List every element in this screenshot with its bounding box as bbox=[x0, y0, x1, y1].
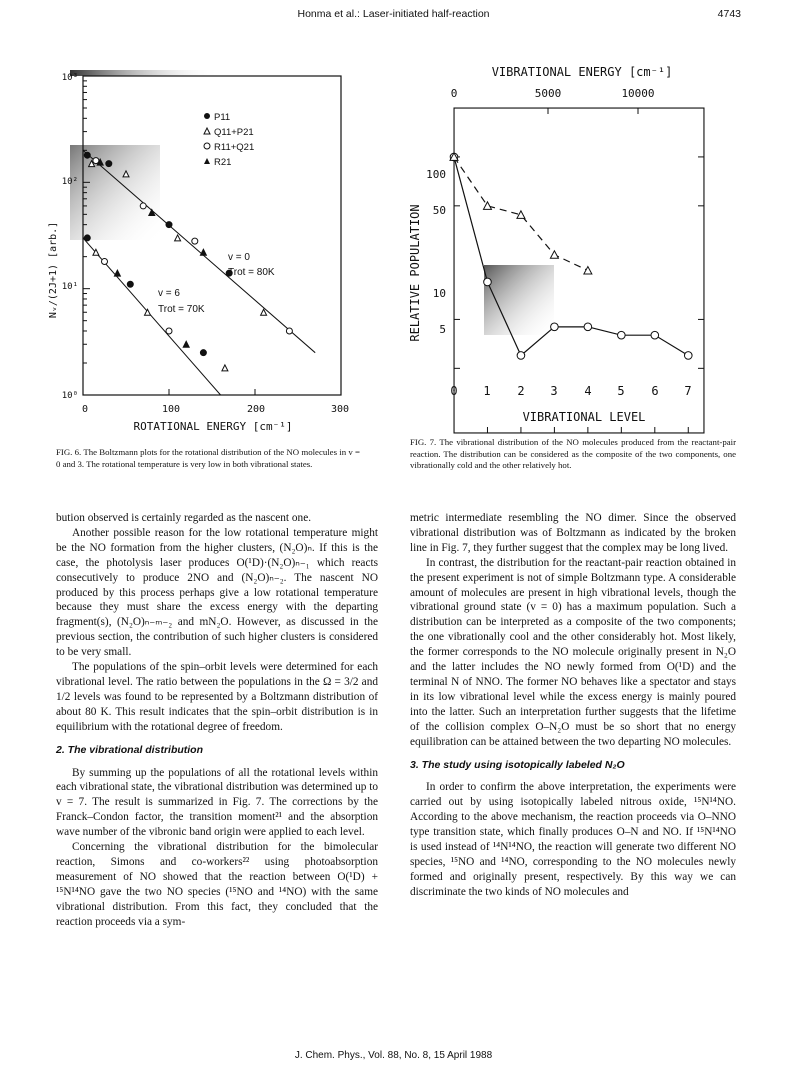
legend-entry: R21 bbox=[214, 157, 232, 168]
data-point-circle bbox=[651, 331, 659, 339]
annotation-trot6: Trot = 70K bbox=[158, 304, 205, 315]
x-axis-label: VIBRATIONAL LEVEL bbox=[522, 410, 646, 424]
x-tick-label: 3 bbox=[550, 384, 558, 398]
paragraph: metric intermediate resembling the NO dimer. Since the observed vibrational distribution was of Boltzmann as indicated by the broken line in Fig. 7, they further suggest that the complex may be long lived. bbox=[410, 512, 736, 554]
top-tick-label: 0 bbox=[450, 87, 458, 100]
top-axis-label: VIBRATIONAL ENERGY [cm⁻¹] bbox=[491, 65, 673, 79]
x-tick-label: 4 bbox=[584, 384, 592, 398]
scan-artifact bbox=[484, 265, 554, 335]
data-point-open-circle bbox=[140, 203, 146, 209]
paragraph: In order to confirm the above interpretation, the experiments were carried out by using isotopically labeled nitrous oxide, ¹⁵N¹⁴NO. According to the above mechanism, the reaction proceeds via O–NNO type transition state, which finally produces O–N and NO. If ¹⁵N¹⁴NO is used instead of ¹⁴N¹⁴NO, the reaction will generate two different NO species, ¹⁵NO and ¹⁴NO, corresponding to the NO molecules newly formed and originally present, respectively. By this way we can discriminate the two kinds of NO molecules and bbox=[410, 781, 736, 898]
x-tick-label: 7 bbox=[684, 384, 692, 398]
x-tick-label: 2 bbox=[517, 384, 525, 398]
data-point-triangle bbox=[550, 251, 558, 259]
x-tick-label: 0 bbox=[81, 404, 89, 415]
paragraph: In contrast, the distribution for the reactant-pair reaction obtained in the present experiment is not of simple Boltzmann type. A considerable amount of molecules are present in high vibrational levels, though the vibrational ground state (v = 0) has a maximum population. Such a distribution can be interpreted as a composite of the two components; the one vibrationally cool and the other considerably hot. Most likely, the former corresponds to the NO molecule originally present in N₂O and the latter includes the NO newly formed from O(¹D) and the terminal N of NNO. The former NO behaves like a spectator and stays in its low vibrational level while the excess energy is mainly poured into the latter. Such an interpretation further suggests that the lifetime of the collision complex O–N₂O must be so short that no energy equilibration can be attained between the two departing NO molecules. bbox=[410, 556, 736, 748]
top-tick-label: 5000 bbox=[534, 87, 562, 100]
journal-footer: J. Chem. Phys., Vol. 88, No. 8, 15 April 1988 bbox=[294, 1050, 493, 1061]
legend-entry: Q11+P21 bbox=[214, 127, 254, 138]
paragraph: Another possible reason for the low rotational temperature might be the NO formation from the higher clusters, (N₂O)ₙ. If this is the case, the photolysis laser produces O(¹D)·(N₂O)ₙ₋₁ which reacts consecutively to produce 2NO and (N₂O)ₙ₋₂. The nascent NO produced by this process perhaps give a low rotational temperature because they must share the excess energy with the departing fragment(s), (N₂O)ₙ₋ₘ₋₂ and mN₂O. However, as discussed in the previous section, the contribution of such higher clusters is considered to be very small. bbox=[56, 526, 378, 659]
data-point-filled-circle bbox=[200, 350, 206, 356]
annotation-trot0: Trot = 80K bbox=[228, 267, 275, 278]
x-tick-label: 0 bbox=[450, 384, 458, 398]
y-tick-label: 10³ bbox=[61, 73, 78, 83]
x-tick-label: 5 bbox=[617, 384, 625, 398]
legend-entry: R11+Q21 bbox=[214, 142, 255, 153]
legend-marker-filled-triangle bbox=[204, 158, 210, 164]
data-point-circle bbox=[484, 278, 492, 286]
y-tick-label: 10 bbox=[432, 287, 446, 300]
x-axis-label: ROTATIONAL ENERGY [cm⁻¹] bbox=[133, 420, 293, 433]
legend-marker-filled-circle bbox=[204, 113, 210, 119]
data-point-triangle bbox=[517, 211, 525, 219]
data-point-open-triangle bbox=[222, 365, 228, 371]
data-point-filled-triangle bbox=[114, 270, 120, 276]
data-point-open-circle bbox=[102, 259, 108, 265]
top-tick-label: 10000 bbox=[621, 87, 655, 100]
annotation-v6: v = 6 bbox=[158, 288, 180, 299]
figure-7-chart bbox=[400, 60, 750, 430]
y-tick-label: 10² bbox=[61, 177, 78, 187]
data-point-filled-triangle bbox=[183, 341, 189, 347]
figure-7-caption: FIG. 7. The vibrational distribution of the NO molecules produced from the reactant-pair reaction. The distribution can be considered as the composite of the two components, one vibrationally cold and the other relatively hot. bbox=[410, 437, 736, 470]
y-tick-label: 100 bbox=[426, 168, 446, 181]
data-point-circle bbox=[584, 323, 592, 331]
annotation-v0: v = 0 bbox=[228, 252, 250, 263]
legend-entry: P11 bbox=[214, 112, 231, 123]
x-tick-label: 300 bbox=[330, 404, 350, 415]
running-title: Honma et al.: Laser-initiated half-reaction bbox=[297, 8, 490, 20]
data-point-open-circle bbox=[286, 328, 292, 334]
data-point-filled-circle bbox=[166, 222, 172, 228]
paragraph: bution observed is certainly regarded as the nascent one. bbox=[56, 512, 312, 524]
data-point-triangle bbox=[584, 267, 592, 275]
y-tick-label: 50 bbox=[432, 204, 446, 217]
scan-artifact bbox=[70, 70, 220, 76]
x-tick-label: 100 bbox=[161, 404, 181, 415]
x-tick-label: 200 bbox=[246, 404, 266, 415]
page-number: 4743 bbox=[717, 8, 741, 20]
y-tick-label: 10¹ bbox=[61, 282, 78, 292]
paragraph: The populations of the spin–orbit levels were determined for each vibrational level. The ratio between the populations in the Ω = 3/2 and 1/2 levels was found to be represented by a Boltzmann distribution of about 80 K. This result indicates that the spin–orbit distribution is in equilibrium with the rotational degree of freedom. bbox=[56, 661, 378, 733]
fit-line-v0 bbox=[83, 150, 315, 352]
y-tick-label: 10⁰ bbox=[61, 391, 78, 401]
data-point-filled-circle bbox=[84, 152, 90, 158]
paragraph: By summing up the populations of all the rotational levels within each vibrational state, the vibrational distribution was determined up to v = 7. The result is summarized in Fig. 7. The corrections by the Franck–Condon factor, the transition moment²¹ and the absorption wave number of the vibronic band origin were applied to each level. bbox=[56, 766, 378, 839]
data-point-circle bbox=[517, 352, 525, 360]
data-point-filled-circle bbox=[84, 235, 90, 241]
data-point-circle bbox=[684, 352, 692, 360]
figure-6-caption: FIG. 6. The Boltzmann plots for the rotational distribution of the NO molecules in v = 0 and 3. The rotational temperature is very low in both vibrational states. bbox=[56, 447, 360, 469]
y-tick-label: 5 bbox=[439, 323, 446, 336]
data-point-open-circle bbox=[192, 238, 198, 244]
data-point-filled-triangle bbox=[200, 249, 206, 255]
section-heading: 3. The study using isotopically labeled N₂O bbox=[410, 758, 625, 771]
data-point-filled-circle bbox=[106, 161, 112, 167]
paragraph: Concerning the vibrational distribution for the bimolecular reaction, Simons and co-workers²² using photoabsorption measurement of NO showed that the reaction between O(¹D) + ¹⁵N¹⁴NO gave the two NO species (¹⁵NO and ¹⁴NO) with the same vibrational distribution. From this fact, they concluded that the reaction proceeds via a sym- bbox=[56, 841, 378, 928]
x-tick-label: 1 bbox=[483, 384, 491, 398]
section-heading: 2. The vibrational distribution bbox=[56, 743, 204, 756]
data-point-open-triangle bbox=[175, 235, 181, 241]
figure-7-xticks bbox=[400, 380, 750, 400]
right-column bbox=[410, 511, 736, 900]
legend-marker-open-triangle bbox=[204, 128, 210, 134]
figure-6-chart bbox=[40, 60, 370, 440]
data-point-triangle bbox=[483, 202, 491, 210]
data-point-open-circle bbox=[166, 328, 172, 334]
running-header bbox=[0, 8, 787, 24]
data-point-open-triangle bbox=[145, 309, 151, 315]
data-point-circle bbox=[618, 331, 626, 339]
y-axis-label: RELATIVE POPULATION bbox=[408, 204, 422, 342]
legend-marker-open-circle bbox=[204, 143, 210, 149]
left-column bbox=[56, 511, 378, 929]
x-tick-label: 6 bbox=[651, 384, 659, 398]
data-point-circle bbox=[551, 323, 559, 331]
data-point-filled-circle bbox=[127, 281, 133, 287]
y-axis-label: Nᵥ/(2J+1) [arb.] bbox=[48, 221, 59, 319]
